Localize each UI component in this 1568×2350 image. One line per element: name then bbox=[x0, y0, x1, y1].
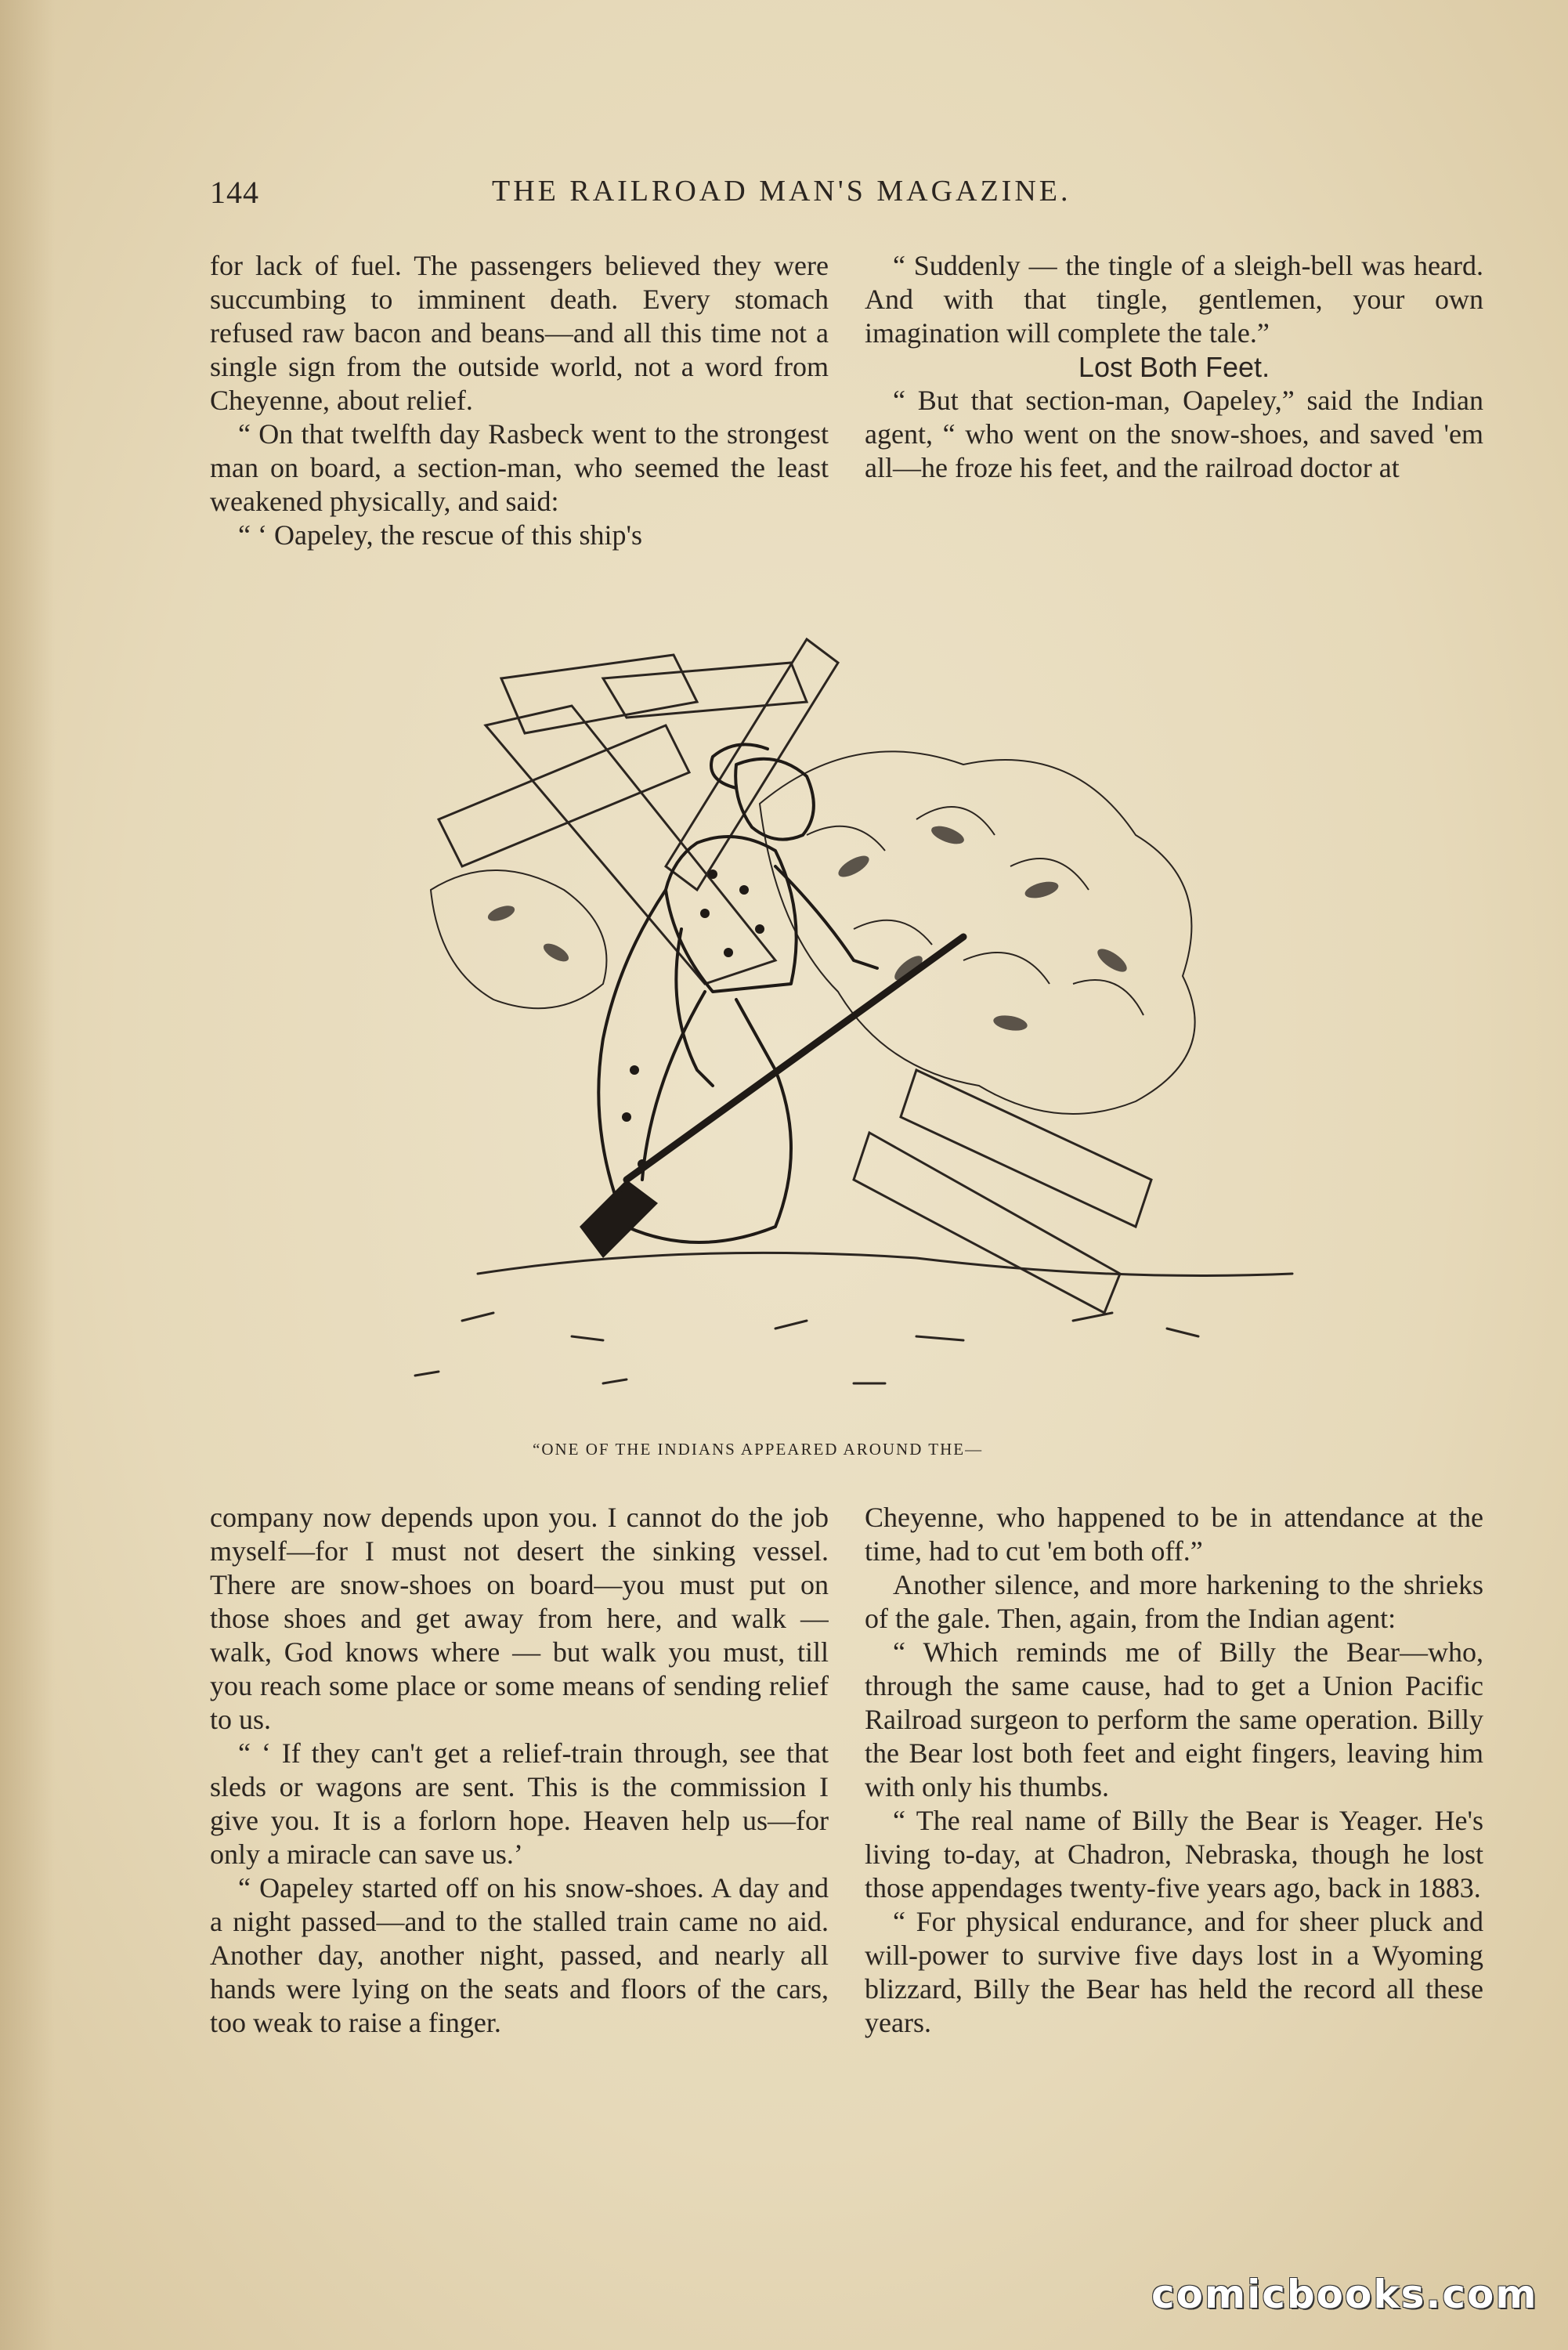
paragraph: “ Which reminds me of Billy the Bear—who, through the same cause, had to get a Union Pacific Railroad surgeon to perform the same operation. Billy the Bear lost both feet and eight fingers, leaving him with only his thumbs. bbox=[865, 1636, 1483, 1802]
paragraph: Cheyenne, who happened to be in attendance at the time, had to cut 'em both off.” bbox=[865, 1502, 1483, 1567]
paragraph: “ On that twelfth day Rasbeck went to the strongest man on board, a section-man, who seemed the least weakened physically, and said: bbox=[210, 418, 829, 517]
paragraph: “ The real name of Billy the Bear is Yeager. He's living to-day, at Chadron, Nebraska, though he lost those appendages twenty-five years ago, back in 1883. bbox=[865, 1805, 1483, 1904]
page-header bbox=[210, 174, 1479, 221]
magazine-title: THE RAILROAD MAN'S MAGAZINE. bbox=[492, 175, 1071, 208]
column-top-left bbox=[210, 249, 829, 625]
paragraph: “ ‘ If they can't get a relief-train through, see that sleds or wagons are sent. This is the commission I give you. It is a forlorn hope. Heaven help us—for only a miracle can save us.’ bbox=[210, 1737, 829, 1870]
illustration-caption: “ONE OF THE INDIANS APPEARED AROUND THE— bbox=[533, 1440, 984, 1459]
column-bottom-left bbox=[210, 1501, 829, 2175]
illustration-woman-with-rifle bbox=[368, 631, 1331, 1423]
paragraph: “ ‘ Oapeley, the rescue of this ship's bbox=[238, 519, 642, 551]
subheading: Lost Both Feet. bbox=[1078, 351, 1270, 383]
column-top-right bbox=[865, 249, 1483, 625]
paragraph: Another silence, and more harkening to the shrieks of the gale. Then, again, from the Indian agent: bbox=[865, 1569, 1483, 1634]
column-bottom-right bbox=[865, 1501, 1483, 2175]
watermark: comicbooks.com bbox=[1151, 2272, 1538, 2317]
page-edge-shadow bbox=[0, 0, 55, 2350]
paragraph: company now depends upon you. I cannot do the job myself—for I must not desert the sinking vessel. There are snow-shoes on board—you must put on those shoes and get away from here, and walk — walk, God knows where — but walk you must, till you reach some place or some means of sending relief to us. bbox=[210, 1502, 829, 1735]
paragraph: “ Suddenly — the tingle of a sleigh-bell was heard. And with that tingle, gentlemen, your own imagination will complete the tale.” bbox=[865, 250, 1483, 349]
paragraph: “ But that section-man, Oapeley,” said the Indian agent, “ who went on the snow-shoes, and saved 'em all—he froze his feet, and the railroad doctor at bbox=[865, 385, 1483, 483]
page-number: 144 bbox=[210, 175, 259, 210]
paragraph: “ Oapeley started off on his snow-shoes. A day and a night passed—and to the stalled train came no aid. Another day, another night, passed, and nearly all hands were lying on the seats and floors of the cars, too weak to raise a finger. bbox=[210, 1872, 829, 2038]
paragraph: “ For physical endurance, and for sheer pluck and will-power to survive five days lost in a Wyoming blizzard, Billy the Bear has held the record all these years. bbox=[865, 1906, 1483, 2038]
paragraph: for lack of fuel. The passengers believed they were succumbing to imminent death. Every stomach refused raw bacon and beans—and all this time not a single sign from the outside world, not a word from Cheyenne, about relief. bbox=[210, 250, 829, 416]
